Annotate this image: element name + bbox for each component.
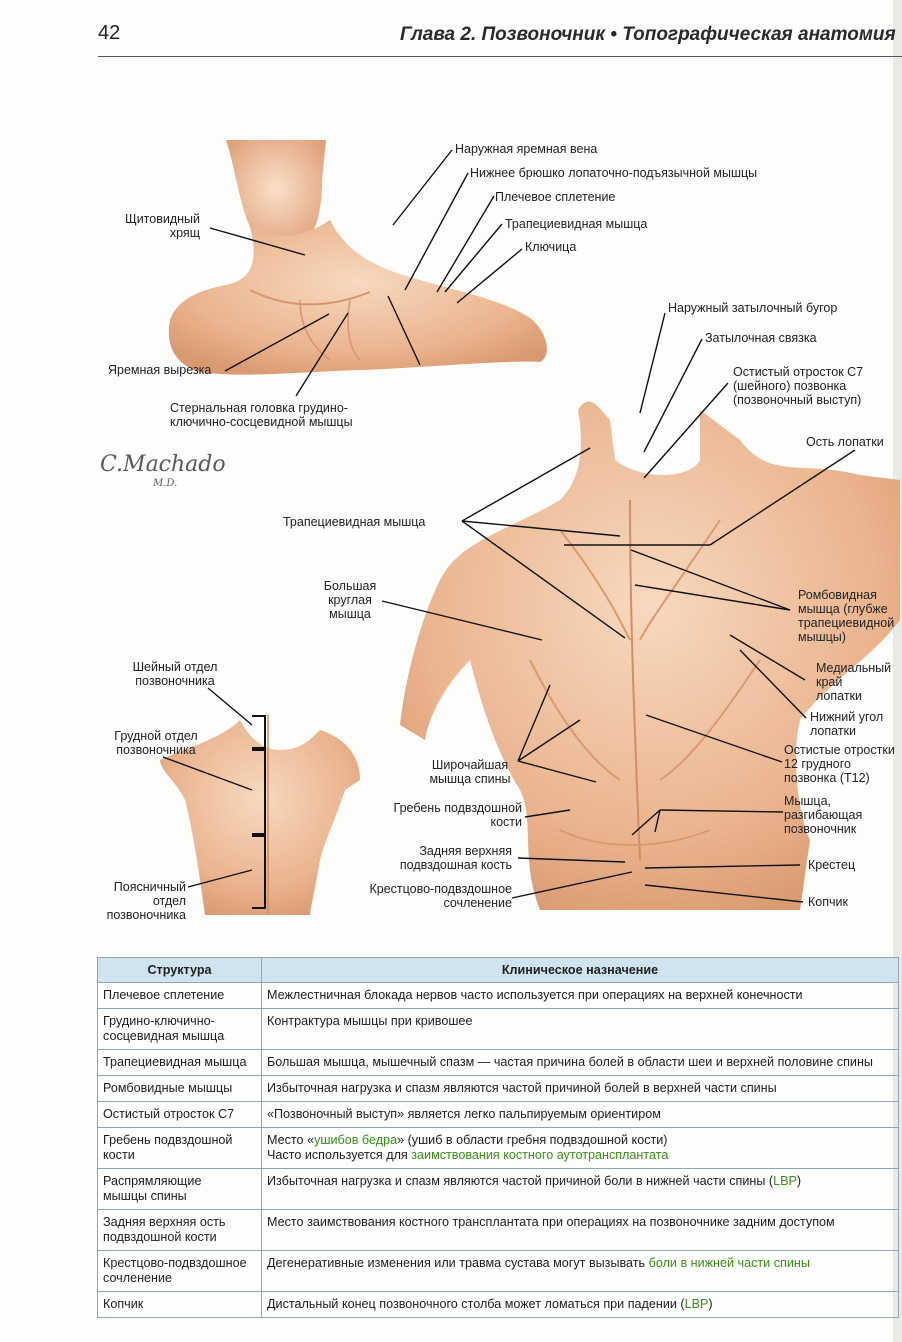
label-lumbar-spine: Поясничный отдел позвоночника (106, 880, 186, 922)
cell-clinical: Избыточная нагрузка и спазм являются частой причиной боли в нижней части спины (LBP) (262, 1169, 899, 1210)
cell-structure: Копчик (98, 1292, 262, 1318)
label-coccyx: Копчик (808, 895, 848, 909)
link-low-back-pain[interactable]: боли в нижней части спины (648, 1256, 810, 1270)
link-hip-pointer[interactable]: ушибов бедра (314, 1133, 398, 1147)
label-jugular-notch: Яремная вырезка (108, 363, 212, 377)
table-header-row (98, 958, 899, 983)
cell-clinical: «Позвоночный выступ» является легко пальпируемым ориентиром (262, 1102, 899, 1128)
anatomy-figure (0, 60, 902, 940)
link-lbp[interactable]: LBP (773, 1174, 797, 1188)
page-number: 42 (98, 22, 121, 44)
table-row (98, 1251, 899, 1292)
label-medial-border-scapula: Медиальный край лопатки (816, 661, 892, 703)
label-psis: Задняя верхняя подвздошная кость (399, 844, 512, 872)
cell-structure: Остистый отросток С7 (98, 1102, 262, 1128)
cell-structure: Ромбовидные мышцы (98, 1076, 262, 1102)
cell-structure: Плечевое сплетение (98, 983, 262, 1009)
cell-clinical: Место «ушибов бедра» (ушиб в области гребня подвздошной кости) Часто используется для заимствования костного аутотрансплантата (262, 1128, 899, 1169)
cell-clinical: Контрактура мышцы при кривошее (262, 1009, 899, 1050)
table-row (98, 1009, 899, 1050)
table-row (98, 1169, 899, 1210)
header-rule (98, 56, 902, 57)
label-clavicle: Ключица (525, 240, 577, 254)
label-sacroiliac-joint: Крестцово-подвздошное сочленение (369, 882, 512, 910)
table-row (98, 983, 899, 1009)
cell-structure: Задняя верхняя ость подвздошной кости (98, 1210, 262, 1251)
cell-clinical: Дегенеративные изменения или травма сустава могут вызывать боли в нижней части спины (262, 1251, 899, 1292)
cell-structure: Грудино-ключично- сосцевидная мышца (98, 1009, 262, 1050)
column-header-clinical: Клиническое назначение (262, 958, 899, 983)
cell-clinical: Место заимствования костного трансплантата при операциях на позвоночнике задним доступом (262, 1210, 899, 1251)
cell-clinical: Избыточная нагрузка и спазм являются частой причиной болей в верхней части спины (262, 1076, 899, 1102)
label-latissimus-dorsi: Широчайшая мышца спины (429, 758, 511, 786)
label-inferior-angle-scapula: Нижний угол лопатки (810, 710, 884, 738)
label-thoracic-spine: Грудной отдел позвоночника (114, 729, 198, 757)
label-cervical-spine: Шейный отдел позвоночника (132, 660, 218, 688)
label-sacrum: Крестец (808, 858, 856, 872)
clinical-table (97, 957, 899, 1318)
table-row (98, 1210, 899, 1251)
cell-clinical: Большая мышца, мышечный спазм — частая причина болей в области шеи и верхней половине спины (262, 1050, 899, 1076)
link-bone-graft[interactable]: заимствования костного аутотрансплантата (411, 1148, 669, 1162)
table-row (98, 1292, 899, 1318)
label-omohyoid: Нижнее брюшко лопаточно-подъязычной мышцы (470, 166, 758, 180)
label-brachial-plexus: Плечевое сплетение (495, 190, 616, 204)
label-sternal-head-scm: Стернальная головка грудино- ключично-сосцевидной мышцы (170, 401, 353, 429)
cell-clinical: Межлестничная блокада нервов часто используется при операциях на верхней конечности (262, 983, 899, 1009)
cell-structure: Гребень подвздошной кости (98, 1128, 262, 1169)
table-row (98, 1076, 899, 1102)
illustrator-signature-md: M.D. (153, 478, 178, 489)
label-spine-of-scapula: Ость лопатки (806, 435, 884, 449)
table-row (98, 1050, 899, 1076)
link-lbp[interactable]: LBP (684, 1297, 709, 1311)
illustrator-signature: C.Machado (100, 452, 226, 477)
label-teres-major: Большая круглая мышца (323, 579, 377, 621)
label-occipital-protuberance: Наружный затылочный бугор (668, 301, 838, 315)
label-t12-spinous-process: Остистые отростки 12 грудного позвонка (Т12) (784, 743, 895, 785)
cell-structure: Трапециевидная мышца (98, 1050, 262, 1076)
label-thyroid-cartilage: Щитовидный хрящ (124, 212, 200, 240)
table-row (98, 1128, 899, 1169)
table-row (98, 1102, 899, 1128)
label-nuchal-ligament: Затылочная связка (705, 331, 817, 345)
cell-clinical: Дистальный конец позвоночного столба может ломаться при падении (LBP) (262, 1292, 899, 1318)
label-neck-trapezius: Трапециевидная мышца (505, 217, 648, 231)
cell-structure: Крестцово-подвздошное сочленение (98, 1251, 262, 1292)
label-back-trapezius: Трапециевидная мышца (283, 515, 426, 529)
column-header-structure: Структура (98, 958, 262, 983)
label-external-jugular: Наружная яремная вена (455, 142, 598, 156)
label-erector-spinae: Мышца, разгибающая позвоночник (784, 794, 863, 836)
label-c7-spinous-process: Остистый отросток С7 (шейного) позвонка (позвоночный выступ) (733, 365, 864, 407)
cell-structure: Распрямляющие мышцы спины (98, 1169, 262, 1210)
running-head: Глава 2. Позвоночник • Топографическая анатомия (400, 24, 896, 45)
label-iliac-crest: Гребень подвздошной кости (393, 801, 522, 829)
label-rhomboid: Ромбовидная мышца (глубже трапециевидной мышцы) (798, 588, 895, 644)
